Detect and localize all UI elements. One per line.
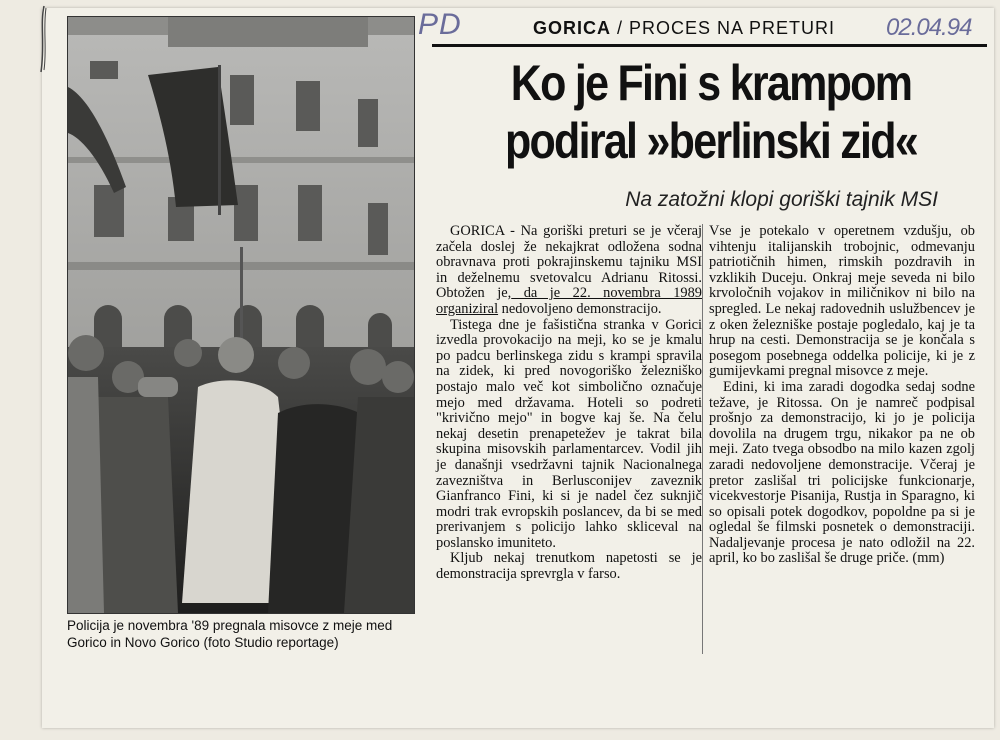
underlined-text: da je 22. novembra 1989 organiziral (436, 285, 702, 317)
section-topic: / PROCES NA PRETURI (611, 18, 836, 38)
article-column-1 (436, 224, 702, 583)
headline-line-2: podiral »berlinski zid« (504, 113, 918, 169)
handwritten-initials: PD (418, 8, 462, 41)
handwritten-date: 02.04.94 (886, 14, 972, 41)
pen-mark-icon (36, 4, 50, 74)
headline (483, 54, 939, 170)
section-label (533, 18, 835, 39)
article-paragraph (436, 224, 702, 318)
article-paragraph: Kljub nekaj trenutkom napetosti se je demonstracija sprevrgla v farso. (436, 550, 702, 583)
article-text: nedovoljeno demonstracijo. (498, 300, 662, 317)
column-divider (702, 224, 703, 654)
photo-caption: Policija je novembra '89 pregnala misovce z meje med Gorico in Novo Gorico (foto Studio reportage) (67, 618, 393, 650)
news-photo (67, 16, 415, 614)
headline-line-1: Ko je Fini s krampom (510, 55, 912, 111)
article-text: GORICA - Na goriški preturi se je včeraj začela doslej že nekajkrat odložena sodna obravnava proti pokrajinskemu tajniku MSI in deželnemu svetovalcu Adrianu Ritossi. Obtožen je, (436, 223, 702, 302)
article-paragraph: Tistega dne je fašistična stranka v Gorici izvedla provokacijo na meji, ko se je kmalu po padcu berlinskega zidu s krampi spravila na zidek, ki pred novogoriško železniško postajo malo več kot simbolično označuje mejo med državama. Hoteli so podreti "krivično mejo" in bogve kaj še. Na čelu nekaj desetin prenapetežev je takrat bila skupina misovskih parlamentarcev. Vodil jih je današnji vsedržavni tajnik Nacionalnega zavezništva in Berlusconijev zaveznik Gianfranco Fini, ki si je nadel čez suknjič modri trak evropskih poslancev, da bi se med prerivanjem s policijo lahko skliceval na poslansko imuniteto. (436, 316, 702, 551)
subtitle: Na zatožni klopi goriški tajnik MSI (625, 188, 938, 211)
article-paragraph: Edini, ki ima zaradi dogodka sedaj sodne težave, je Ritossa. On je namreč podpisal prošnjo za demonstracijo, ki jo je policija dovolila na drugem trgu, nikakor pa ne ob meji. Zato tvega obsodbo na milo kazen zgolj zaradi nedovoljene demonstracije. Včeraj je pretor zaslišal tri policijske funkcionarje, vicekvestorje Pisanija, Rustja in Sparagno, ki so opisali potek dogodkov, popoldne pa si je ogledal še filmski posnetek o demonstraciji. Nadaljevanje procesa je nato odložil na 22. april, ko bo zaslišal še druge priče. (mm) (709, 378, 975, 567)
article-paragraph: Vse je potekalo v operetnem vzdušju, ob vihtenju italijanskih trobojnic, odmevanju patriotičnih himen, rimskih pozdravih in vzklikih Duceju. Onkraj meje seveda ni bilo krvoločnih vojakov in miličnikov ni bilo na spregled. Le nekaj radovednih uslužbencev je z oken železniške postaje pogledalo, kaj je ta hrup na cesti. Demonstracija se je končala s posegom posebnega oddelka policije, ki je z gumijevkami pregnal misovce z meje. (709, 223, 975, 380)
article-column-2 (709, 224, 975, 567)
section-city: GORICA (533, 18, 611, 38)
